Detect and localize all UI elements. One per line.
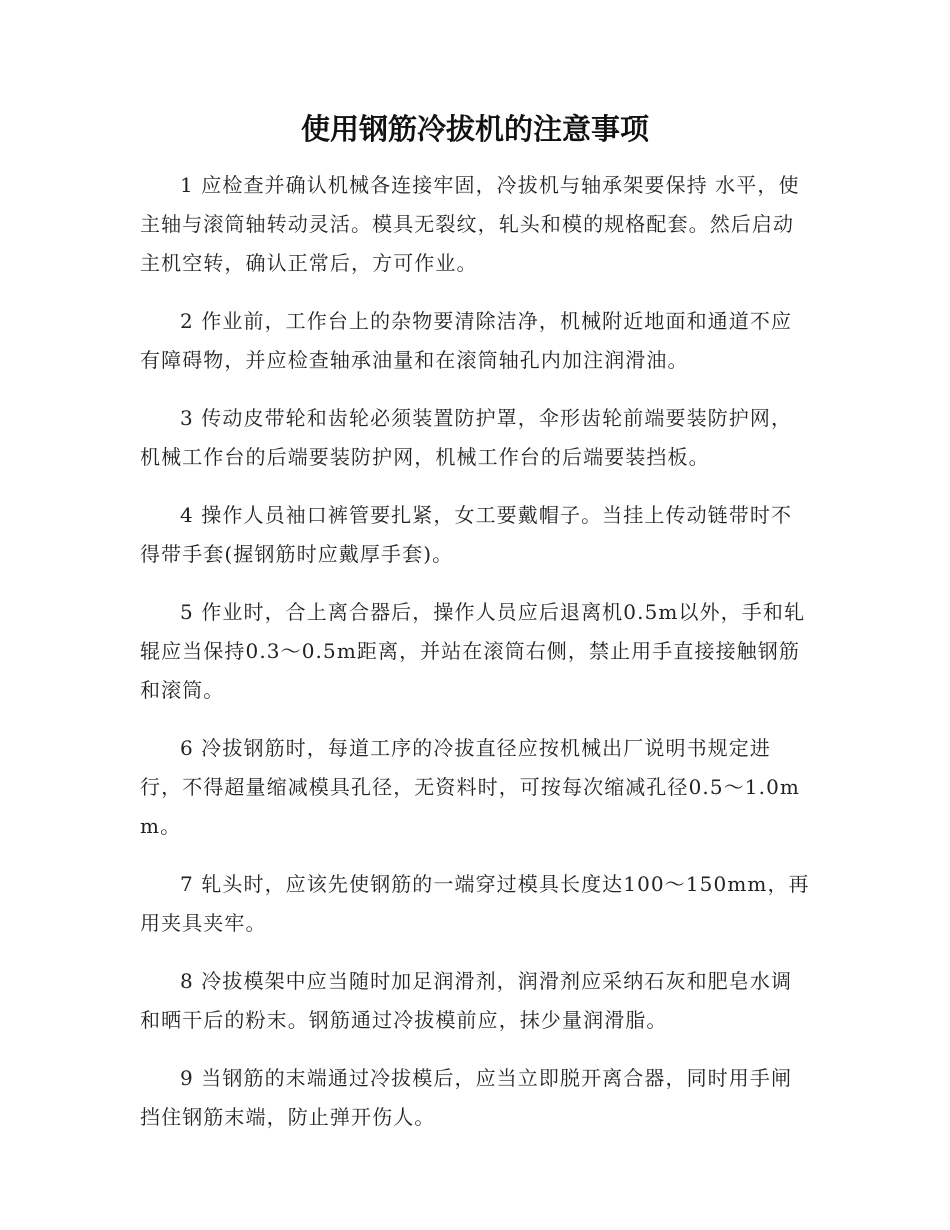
paragraph-7: 7 轧头时，应该先使钢筋的一端穿过模具长度达100～150mm，再用夹具夹牢。 xyxy=(140,872,810,935)
paragraph-1: 1 应检查并确认机械各连接牢固，冷拔机与轴承架要保持 水平，使主轴与滚筒轴转动灵活。模具无裂纹，轧头和模的规格配套。然后启动主机空转，确认正常后，方可作业。 xyxy=(140,173,800,275)
paragraph-4: 4 操作人员袖口裤管要扎紧，女工要戴帽子。当挂上传动链带时不得带手套(握钢筋时应戴厚手套)。 xyxy=(140,503,793,566)
paragraph-5: 5 作业时，合上离合器后，操作人员应后退离机0.5m以外，手和轧辊应当保持0.3～0.5m距离，并站在滚筒右侧，禁止用手直接接触钢筋和滚筒。 xyxy=(140,600,806,702)
paragraph-9: 9 当钢筋的末端通过冷拔模后，应当立即脱开离合器，同时用手闸挡住钢筋末端，防止弹开伤人。 xyxy=(140,1066,793,1129)
document-body xyxy=(140,166,810,1156)
paragraph-6: 6 冷拔钢筋时，每道工序的冷拔直径应按机械出厂说明书规定进行，不得超量缩减模具孔径，无资料时，可按每次缩减孔径0.5～1.0mm。 xyxy=(140,736,800,838)
document-title: 使用钢筋冷拔机的注意事项 xyxy=(300,112,649,146)
paragraph-2: 2 作业前，工作台上的杂物要清除洁净，机械附近地面和通道不应有障碍物，并应检查轴承油量和在滚筒轴孔内加注润滑油。 xyxy=(140,309,793,372)
paragraph-8: 8 冷拔模架中应当随时加足润滑剂，润滑剂应采纳石灰和肥皂水调和晒干后的粉末。钢筋通过冷拔模前应，抹少量润滑脂。 xyxy=(140,969,793,1032)
paragraph-3: 3 传动皮带轮和齿轮必须装置防护罩，伞形齿轮前端要装防护网，机械工作台的后端要装防护网，机械工作台的后端要装挡板。 xyxy=(140,406,793,469)
